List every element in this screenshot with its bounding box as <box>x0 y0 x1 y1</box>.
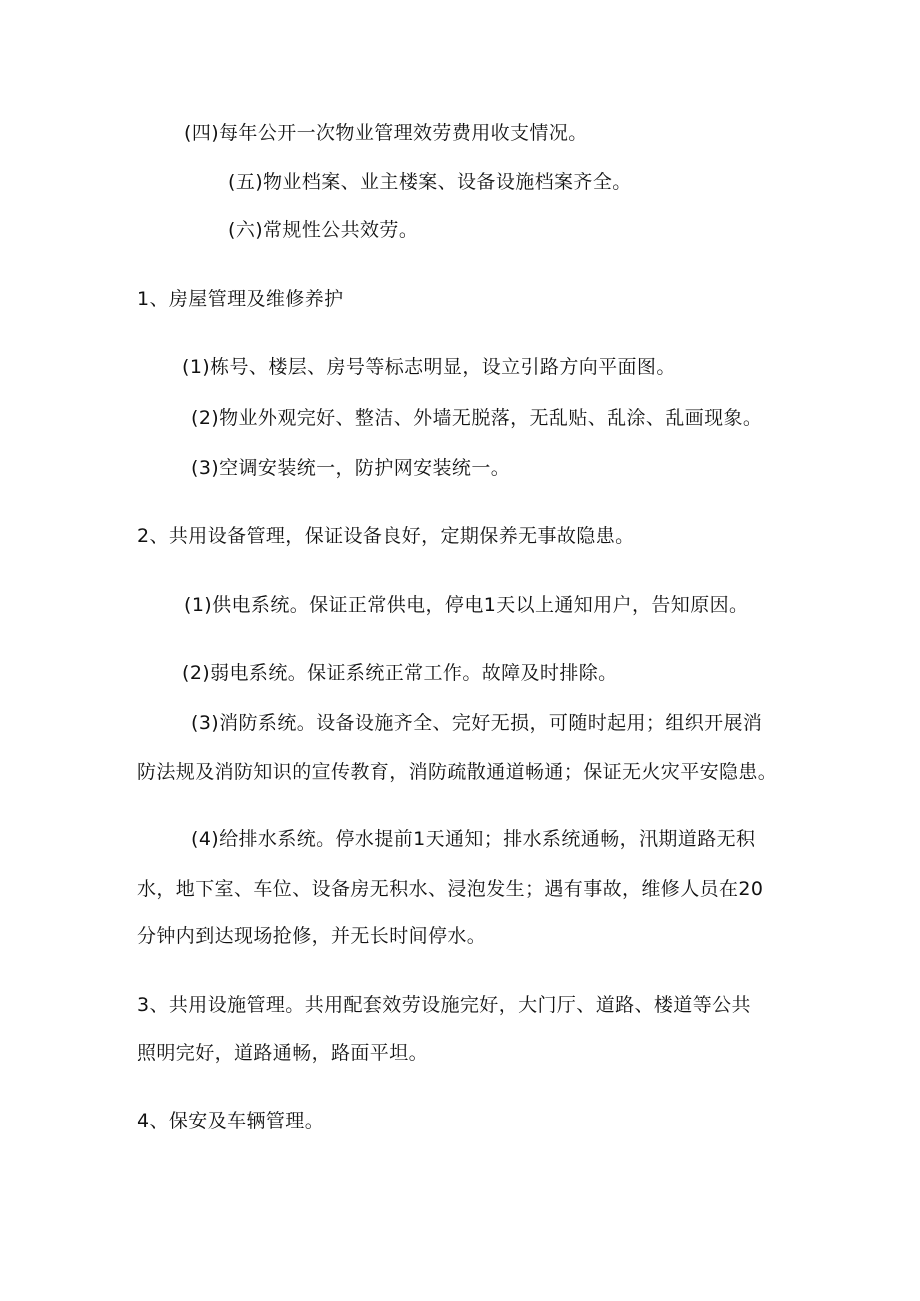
item-five-text: (五)物业档案、业主楼案、设备设施档案齐全。 <box>228 171 632 193</box>
section-2-item-2: (2)弱电系统。保证系统正常工作。故障及时排除。 <box>182 662 618 684</box>
section-2-item-1: (1)供电系统。保证正常供电，停电1天以上通知用户，告知原因。 <box>184 594 749 616</box>
section-1-item-2: (2)物业外观完好、整洁、外墙无脱落，无乱贴、乱涂、乱画现象。 <box>191 407 763 429</box>
section-2-item-4-line-3: 分钟内到达现场抢修，并无长时间停水。 <box>137 925 487 947</box>
section-2-item-4-line-2: 水，地下室、车位、设备房无积水、浸泡发生；遇有事故，维修人员在20 <box>137 878 764 900</box>
section-2-item-3-line-1: (3)消防系统。设备设施齐全、完好无损，可随时起用；组织开展消 <box>191 712 763 734</box>
section-2-item-3-line-2: 防法规及消防知识的宣传教育，消防疏散通道畅通；保证无火灾平安隐患。 <box>137 761 778 783</box>
section-2-heading: 2、共用设备管理，保证设备良好，定期保养无事故隐患。 <box>137 525 635 547</box>
section-3-line-2: 照明完好，道路通畅，路面平坦。 <box>137 1042 429 1064</box>
section-1-item-1: (1)栋号、楼层、房号等标志明显，设立引路方向平面图。 <box>182 356 676 378</box>
section-2-item-4-line-1: (4)给排水系统。停水提前1天通知；排水系统通畅，汛期道路无积 <box>191 828 756 850</box>
section-3-line-1: 3、共用设施管理。共用配套效劳设施完好，大门厅、道路、楼道等公共 <box>137 994 751 1016</box>
item-six-text: (六)常规性公共效劳。 <box>228 219 419 241</box>
section-1-heading: 1、房屋管理及维修养护 <box>137 288 344 310</box>
section-4-heading: 4、保安及车辆管理。 <box>137 1110 325 1132</box>
section-1-item-3: (3)空调安装统一，防护网安装统一。 <box>191 457 511 479</box>
item-four-text: (四)每年公开一次物业管理效劳费用收支情况。 <box>184 122 588 144</box>
